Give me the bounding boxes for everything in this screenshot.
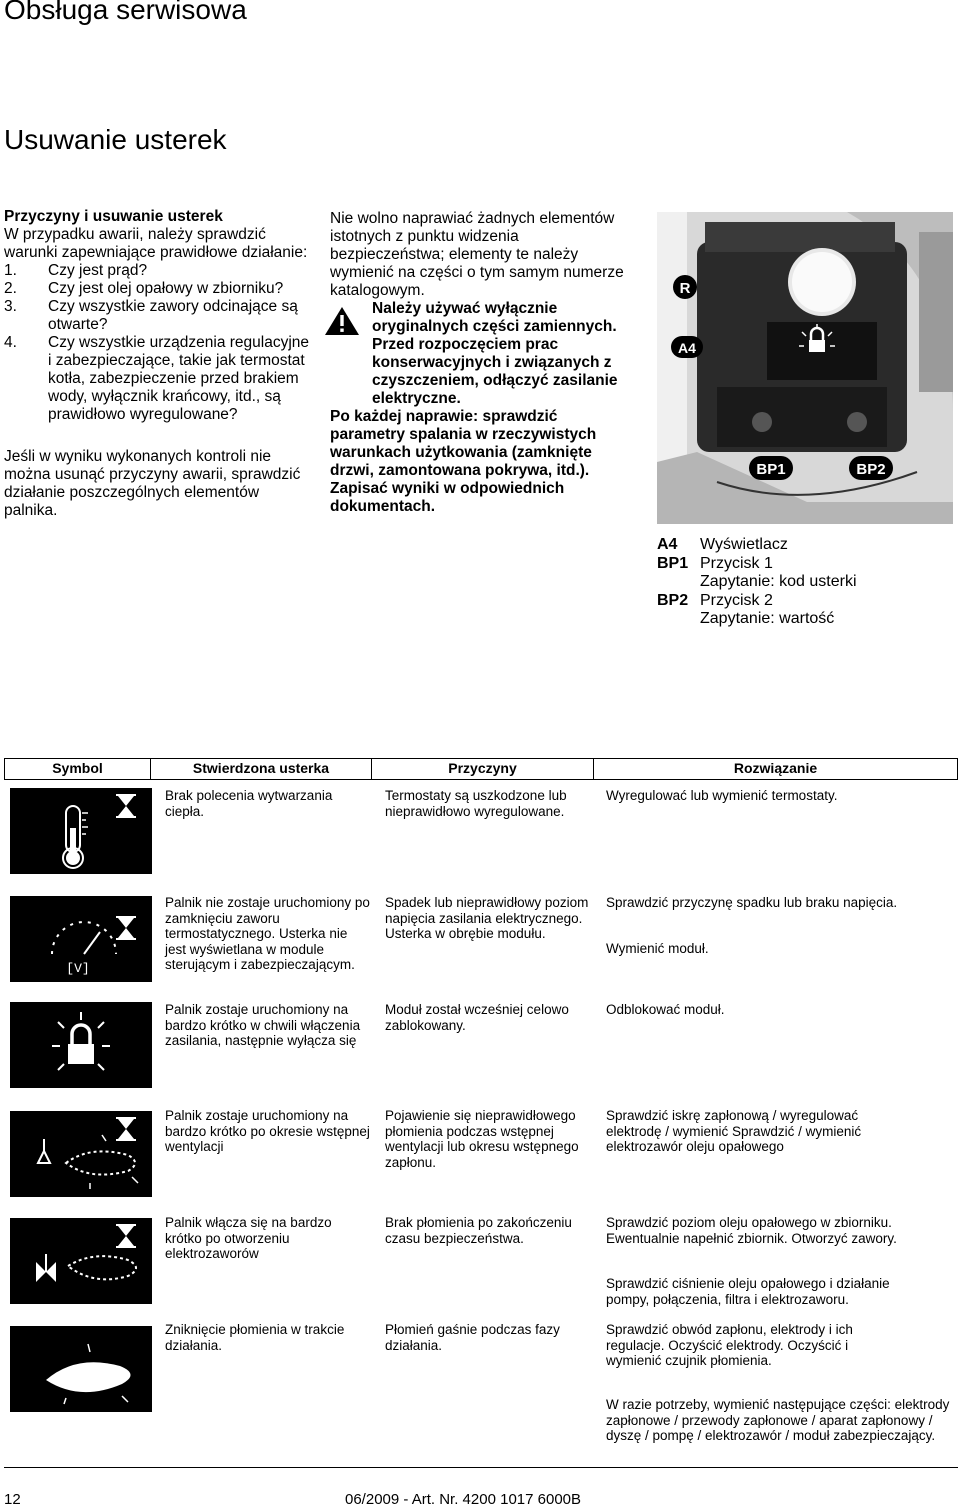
legend-text: Przycisk 1 [700,554,773,572]
column-header-solution: Rozwiązanie [594,759,958,780]
legend-text: Przycisk 2 [700,591,773,609]
fault-text: Palnik nie zostaje uruchomiony po zamknięciu zaworu termostatycznego. Usterka nie jest wyświetlana w module sterującym i zabezpieczającym. [165,895,370,972]
legend-text: Wyświetlacz [700,536,788,553]
solution-text: Wyregulować lub wymienić termostaty. [606,788,838,803]
cause-text: Spadek lub nieprawidłowy poziom napięcia zasilania elektrycznego. Usterka w obrębie modułu. [385,895,589,941]
footer-divider [4,1467,958,1468]
list-text: Czy jest prąd? [48,262,148,279]
solution-text: Sprawdzić iskrę zapłonową / wyregulować elektrodę / wymienić Sprawdzić / wymienić elektrozawór oleju opałowego [606,1108,862,1154]
intro-lead: W przypadku awarii, należy sprawdzić warunki zapewniające prawidłowe działanie: [4,226,308,261]
thermometer-hourglass-icon [10,788,152,874]
list-number: 2. [4,280,17,297]
cause-text: Termostaty są uszkodzone lub nieprawidłowo wyregulowane. [385,788,567,819]
control-module-illustration [657,212,953,524]
voltmeter-label: [V] [66,961,90,976]
fault-text: Brak polecenia wytwarzania ciepła. [165,788,333,819]
flame-icon [10,1326,152,1412]
intro-heading: Przyczyny i usuwanie usterek [4,208,223,225]
column-header-cause: Przyczyny [372,759,594,780]
warning-column [330,210,630,516]
solution-text: Sprawdzić ciśnienie oleju opałowego i działanie pompy, połączenia, filtra i elektrozaworu. [606,1276,890,1307]
list-number: 1. [4,262,17,279]
warning-block [330,300,630,408]
page-number: 12 [4,1491,21,1508]
solution-text: Wymienić moduł. [606,941,709,956]
list-item [4,334,314,424]
legend-code: BP1 [657,554,689,572]
list-item [4,298,314,334]
repair-instructions: Po każdej naprawie: sprawdzić parametry spalania w rzeczywistych warunkach użytkowania (zamknięte drzwi, zamontowana pokrywa, itd.). Zapisać wyniki w odpowiednich dokumentach. [330,408,597,515]
fault-text: Palnik włącza się na bardzo krótko po otworzeniu elektrozaworów [165,1215,332,1261]
list-text: Czy wszystkie zawory odcinające są otwarte? [48,298,298,333]
flame-closed-valve-icon [10,1218,152,1304]
intro-paragraph: Jeśli w wyniku wykonanych kontroli nie można usunąć przyczyny awarii, sprawdzić działanie poszczególnych elementów palnika. [4,448,301,519]
solution-text: Sprawdzić poziom oleju opałowego w zbiorniku. Ewentualnie napełnić zbiornik. Otworzyć zawory. [606,1215,897,1246]
solution-text: Sprawdzić przyczynę spadku lub braku napięcia. [606,895,898,910]
list-number: 3. [4,298,17,315]
flame-valve-icon [10,1111,152,1197]
checklist [4,262,314,424]
list-number: 4. [4,334,17,351]
intro-column [4,208,314,520]
cause-text: Moduł został wcześniej celowo zablokowany. [385,1002,569,1033]
cause-text: Płomień gaśnie podczas fazy działania. [385,1322,560,1353]
control-module-photo [657,212,953,524]
label-r: R [679,280,691,297]
page-title: Obsługa serwisowa [4,0,247,25]
solution-text: Odblokować moduł. [606,1002,725,1017]
warning-triangle-icon [324,306,360,336]
legend-text: Zapytanie: kod usterki [700,573,857,590]
warning-bold-2: Przed rozpoczęciem prac konserwacyjnych i związanych z czyszczeniem, odłączyć zasilanie elektryczne. [372,336,618,407]
solution-text: Sprawdzić obwód zapłonu, elektrody i ich regulacje. Oczyścić elektrody. Oczyścić i wymienić czujnik płomienia. [606,1322,853,1368]
column-header-symbol: Symbol [5,759,151,780]
fault-text: Palnik zostaje uruchomiony na bardzo krótko w chwili włączenia zasilania, następnie wyłącza się [165,1002,361,1048]
list-text: Czy wszystkie urządzenia regulacyjne i zabezpieczające, takie jak termostat kotła, zabezpieczenie przed brakiem wody, wyłącznik krańcowy, itd., są prawidłowo wyregulowane? [48,334,310,423]
list-item [4,280,314,298]
warning-bold-1: Należy używać wyłącznie oryginalnych części zamiennych. [372,300,617,335]
label-a4: A4 [678,340,696,356]
padlock-icon [10,1002,152,1088]
warning-text: Nie wolno naprawiać żadnych elementów istotnych z punktu widzenia bezpieczeństwa; elementy te należy wymienić na części o tym samym numerze katalogowym. [330,210,624,299]
legend-text: Zapytanie: wartość [700,610,835,627]
legend-code: A4 [657,536,678,553]
label-bp2: BP2 [856,461,886,478]
fault-text: Palnik zostaje uruchomiony na bardzo krótko po okresie wstępnej wentylacji [165,1108,370,1154]
label-bp1: BP1 [756,461,786,478]
list-item [4,262,314,280]
cause-text: Pojawienie się nieprawidłowego płomienia podczas wstępnej wentylacji lub okresu wstępnego zapłonu. [385,1108,579,1170]
fault-text: Zniknięcie płomienia w trakcie działania. [165,1322,345,1353]
document-code: 06/2009 - Art. Nr. 4200 1017 6000B [345,1491,582,1508]
legend-code: BP2 [657,591,689,609]
fault-table [4,758,958,780]
column-header-fault: Stwierdzona usterka [151,759,372,780]
voltmeter-hourglass-icon [10,896,152,982]
section-title: Usuwanie usterek [4,124,227,155]
cause-text: Brak płomienia po zakończeniu czasu bezpieczeństwa. [385,1215,572,1246]
solution-text: W razie potrzeby, wymienić następujące części: elektrody zapłonowe / przewody zapłonowe / aparat zapłonowy / dyszę / pompę / elektrozawór / moduł zabezpieczający. [606,1397,950,1443]
list-text: Czy jest olej opałowy w zbiorniku? [48,280,284,297]
